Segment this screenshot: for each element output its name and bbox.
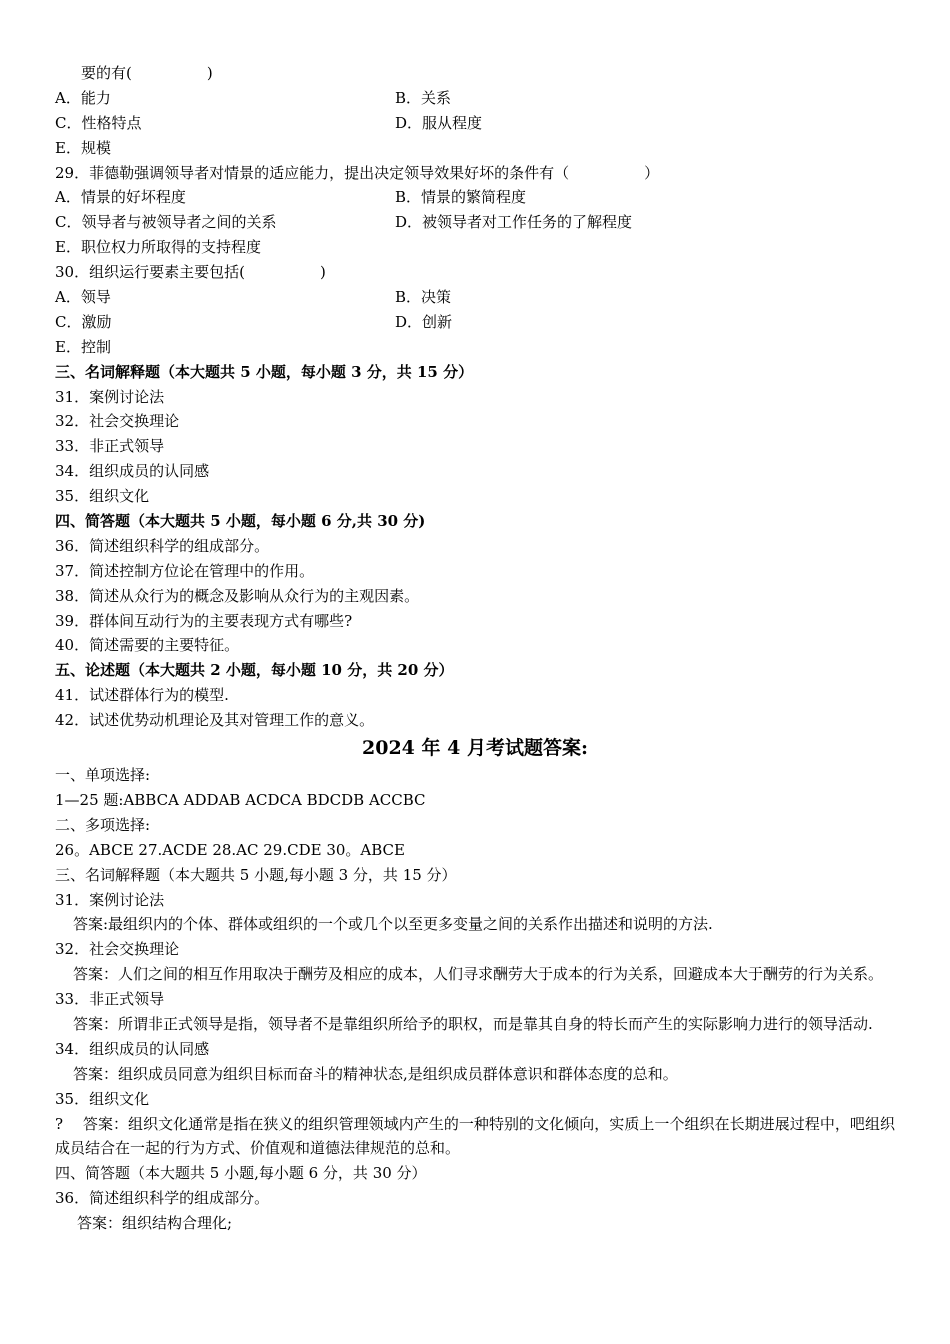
- answers-multi-heading: 二、多项选择:: [55, 815, 151, 834]
- question-33: 33．非正式领导: [55, 437, 165, 456]
- q29-option-e: E．职位权力所取得的支持程度: [55, 238, 261, 257]
- answer-q35-label: 35．组织文化: [55, 1089, 150, 1108]
- question-40: 40．简述需要的主要特征。: [55, 636, 240, 655]
- question-38: 38．简述从众行为的概念及影响从众行为的主观因素。: [55, 586, 420, 605]
- q28-options-row-1: [55, 86, 895, 111]
- answer-q36-text: 答案：组织结构合理化;: [77, 1214, 233, 1233]
- question-35: 35．组织文化: [55, 487, 150, 506]
- section-4-heading: 四、简答题（本大题共 5 小题，每小题 6 分,共 30 分): [55, 512, 426, 531]
- answers-single-heading: 一、单项选择:: [55, 766, 151, 785]
- q29-options-row-2: [55, 210, 895, 235]
- question-39: 39．群体间互动行为的主要表现方式有哪些?: [55, 611, 353, 630]
- q30-stem: 30．组织运行要素主要包括( ): [55, 263, 326, 282]
- answer-q34-label: 34．组织成员的认同感: [55, 1039, 210, 1058]
- answers-multi-line: 26。ABCE 27.ACDE 28.AC 29.CDE 30。ABCE: [55, 840, 405, 859]
- answer-q36-label: 36．简述组织科学的组成部分。: [55, 1189, 270, 1208]
- q29-option-a: A．情景的好坏程度: [55, 188, 186, 207]
- question-32: 32．社会交换理论: [55, 412, 180, 431]
- answer-q32-text: 答案：人们之间的相互作用取决于酬劳及相应的成本，人们寻求酬劳大于成本的行为关系，回避成本大于酬劳的行为关系。: [73, 965, 884, 984]
- q29-option-d: D．被领导者对工作任务的了解程度: [395, 213, 633, 232]
- question-34: 34．组织成员的认同感: [55, 462, 210, 481]
- q28-stem-tail: 要的有( ): [81, 64, 213, 82]
- answers-title: 2024 年 4 月考试题答案:: [362, 737, 588, 760]
- question-41: 41．试述群体行为的模型.: [55, 686, 229, 705]
- answers-terms-heading: 三、名词解释题（本大题共 5 小题,每小题 3 分，共 15 分）: [55, 865, 457, 884]
- q30-option-e: E．控制: [55, 337, 111, 356]
- q28-option-a: A．能力: [55, 88, 111, 107]
- q30-option-d: D．创新: [395, 312, 453, 331]
- q30-options-row-2: [55, 310, 895, 335]
- q28-option-b: B．关系: [395, 88, 452, 107]
- answer-q35-text: ? 答案：组织文化通常是指在狭义的组织管理领域内产生的一种特别的文化倾向，实质上一个组织在长期进展过程中，吧组织成员结合在一起的行为方式、价值观和道德法律规范的总和。: [55, 1114, 895, 1158]
- q29-option-c: C．领导者与被领导者之间的关系: [55, 213, 277, 232]
- q28-options-row-2: [55, 111, 895, 136]
- answer-q32-label: 32．社会交换理论: [55, 940, 180, 959]
- q30-option-b: B．决策: [395, 288, 452, 307]
- section-3-heading: 三、名词解释题（本大题共 5 小题，每小题 3 分，共 15 分）: [55, 362, 474, 381]
- q29-option-b: B．情景的繁简程度: [395, 188, 527, 207]
- section-5-heading: 五、论述题（本大题共 2 小题，每小题 10 分，共 20 分）: [55, 661, 454, 680]
- answers-short-heading: 四、简答题（本大题共 5 小题,每小题 6 分，共 30 分）: [55, 1164, 427, 1183]
- answers-single-line: 1—25 题:ABBCA ADDAB ACDCA BDCDB ACCBC: [55, 790, 426, 809]
- answer-q34-text: 答案：组织成员同意为组织目标而奋斗的精神状态,是组织成员群体意识和群体态度的总和。: [73, 1064, 678, 1083]
- q29-options-row-1: [55, 185, 895, 210]
- question-36: 36．简述组织科学的组成部分。: [55, 536, 270, 555]
- question-31: 31．案例讨论法: [55, 387, 165, 406]
- q28-option-e: E．规模: [55, 138, 111, 157]
- answer-q31-text: 答案:最组织内的个体、群体或组织的一个或几个以至更多变量之间的关系作出描述和说明的方法.: [73, 915, 713, 934]
- answer-q33-label: 33．非正式领导: [55, 990, 165, 1009]
- q30-option-c: C．激励: [55, 312, 112, 331]
- q30-option-a: A．领导: [55, 288, 111, 307]
- q28-option-d: D．服从程度: [395, 113, 483, 132]
- q29-stem: 29．菲德勒强调领导者对情景的适应能力，提出决定领导效果好坏的条件有（ ）: [55, 163, 660, 182]
- question-37: 37．简述控制方位论在管理中的作用。: [55, 561, 315, 580]
- q28-option-c: C．性格特点: [55, 113, 142, 132]
- q30-options-row-1: [55, 285, 895, 310]
- answer-q31-label: 31．案例讨论法: [55, 890, 165, 909]
- answer-q33-text: 答案：所谓非正式领导是指，领导者不是靠组织所给予的职权，而是靠其自身的特长而产生的实际影响力进行的领导活动.: [73, 1014, 873, 1033]
- question-42: 42．试述优势动机理论及其对管理工作的意义。: [55, 711, 375, 730]
- exam-page: [55, 61, 895, 1236]
